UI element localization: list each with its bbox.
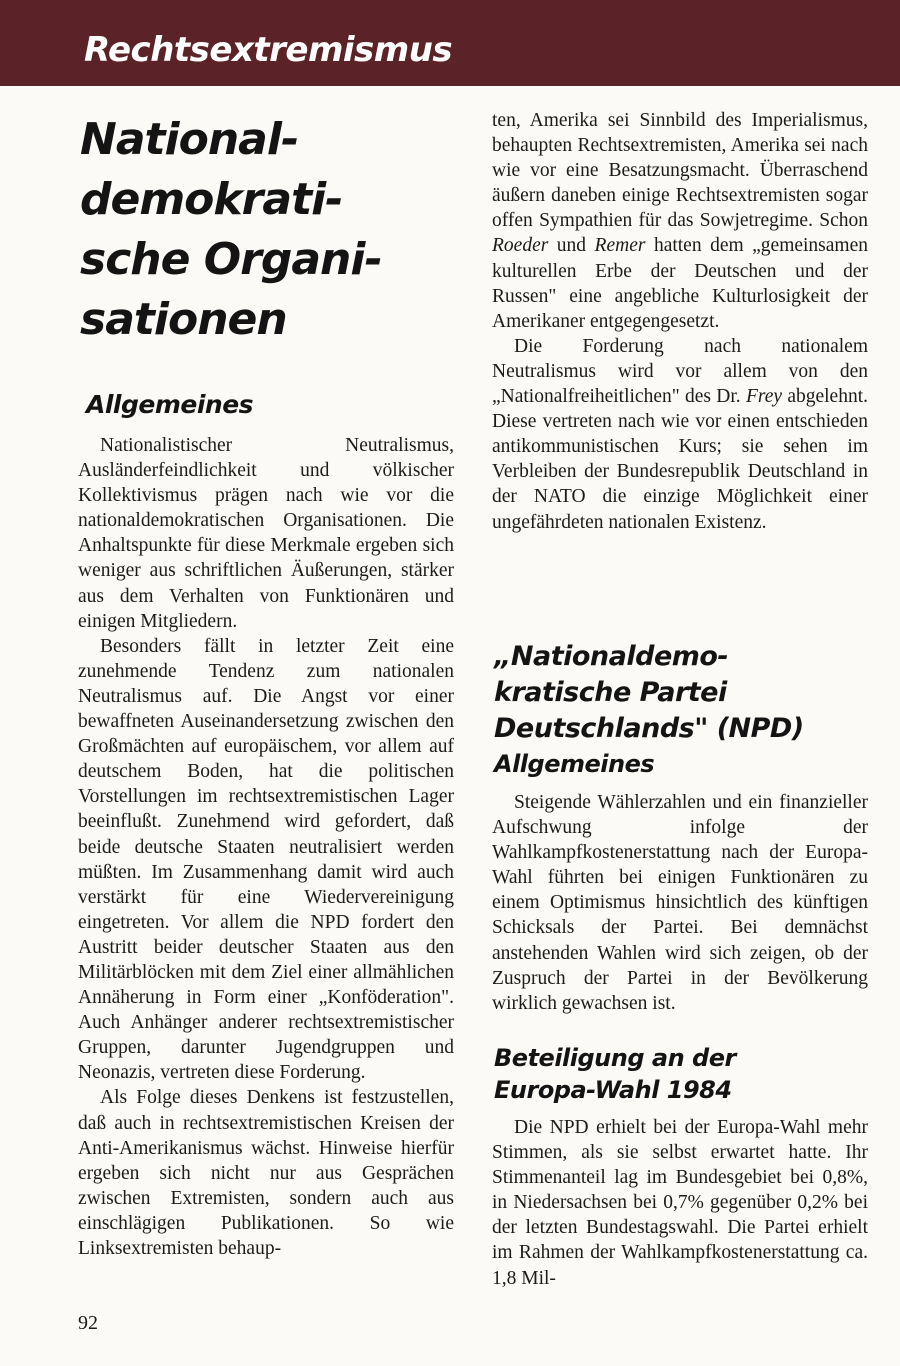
paragraph: Nationalistischer Neutralismus, Ausländerfeindlichkeit und völkischer Kollektivismus prägen nach wie vor die nationaldemokratischen Organisationen. Die Anhaltspunkte für diese Merkmale ergeben sich weniger aus schriftlichen Äußerungen, stärker aus dem Verhalten von Funktionären und einigen Mitgliedern.: [78, 435, 454, 632]
npd-body-text: [492, 790, 868, 1016]
paragraph: Besonders fällt in letzter Zeit eine zunehmende Tendenz zum nationalen Neutralismus auf. Die Angst vor einer bewaffneten Auseinandersetzung zwischen den Großmächten auf europäischem, vor allem auf deutschem Boden, hat die politischen Vorstellungen im rechtsextremistischen Lager beeinflußt. Zunehmend wird gefordert, daß beide deutsche Staaten neutralisiert werden müßten. Im Zusammenhang damit wird auch verstärkt für eine Wiedervereinigung eingetreten. Vor allem die NPD fordert den Austritt beider deutscher Staaten aus den Militärblöcken mit dem Ziel einer allmählichen Annäherung in Form einer „Konföderation". Auch Anhänger anderer rechtsextremistischer Gruppen, darunter Jugendgruppen und Neonazis, vertreten diese Forderung.: [78, 635, 454, 1084]
npd-heading-line: „Nationaldemo-: [494, 641, 729, 672]
paragraph-continuation: [492, 108, 868, 334]
person-name: Frey: [745, 386, 783, 408]
npd-heading-line: Deutschlands" (NPD): [494, 713, 804, 744]
npd-heading: [494, 639, 804, 747]
text-run: und: [548, 235, 595, 257]
article-title-line: demokrati-: [80, 174, 343, 225]
article-title: [80, 110, 460, 350]
section-title: Rechtsextremismus: [84, 30, 453, 70]
page-number: 92: [78, 1312, 98, 1334]
person-name: Remer: [594, 235, 646, 257]
text-run: hatten dem „gemeinsamen kulturellen Erbe der Deutschen und der Russen" eine angebliche Kulturlosigkeit der Amerikaner entgegengesetzt.: [492, 235, 869, 332]
article-title-line: National-: [80, 114, 299, 165]
article-title-line: sche Organi-: [80, 234, 382, 285]
paragraph: Die NPD erhielt bei der Europa-Wahl mehr Stimmen, als sie selbst erwartet hatte. Ihr Stimmenanteil lag im Bundesgebiet bei 0,8%, in Niedersachsen bei 0,7% gegenüber 0,2% bei der letzten Bundestagswahl. Die Partei erhielt im Rahmen der Wahlkampfkostenerstattung ca. 1,8 Mil-: [492, 1117, 868, 1289]
article-title-line: sationen: [80, 294, 287, 345]
europa-heading-line: Beteiligung an der: [494, 1044, 736, 1072]
person-name: Roeder: [492, 235, 549, 257]
text-run: Die Forderung nach nationalem Neutralismus wird vor allem von den „Nationalfreiheitlichen" des Dr.: [492, 335, 868, 408]
left-body-text: [78, 433, 454, 1261]
paragraph: Als Folge dieses Denkens ist festzustellen, daß auch in rechtsextremistischen Kreisen der Anti-Amerikanismus wächst. Hinweise hierfür ergeben sich nicht nur aus Gesprächen zwischen Extremisten, sondern auch aus einschlägigen Publikationen. So wie Linksextremisten behaup-: [78, 1087, 454, 1259]
text-run: abgelehnt. Diese vertreten nach wie vor einen entschieden antikommunistischen Kurs; sie sehen im Verbleiben der Bundesrepublik Deutschland in der NATO die einzige Möglichkeit einer ungefährdeten nationalen Existenz.: [492, 386, 868, 533]
europa-heading-line: Europa-Wahl 1984: [494, 1076, 732, 1104]
paragraph: Steigende Wählerzahlen und ein finanzieller Aufschwung infolge der Wahlkampfkostenerstattung nach der Europa-Wahl führten bei einigen Funktionären zu einem Optimismus hinsichtlich des künftigen Schicksals der Partei. Bei demnächst anstehenden Wahlen wird sich zeigen, ob der Zuspruch der Partei in der Bevölkerung wirklich gewachsen ist.: [492, 792, 868, 1014]
npd-heading-line: kratische Partei: [494, 677, 727, 708]
paragraph: [492, 334, 868, 535]
europa-body-text: [492, 1115, 868, 1291]
text-run: ten, Amerika sei Sinnbild des Imperialismus, behaupten Rechtsextremisten, Amerika sei nach wie vor eine Besatzungsmacht. Überraschend äußern daneben einige Rechtsextremisten sogar offen Sympathien für das Sowjetregime. Schon: [492, 110, 868, 232]
npd-subheading-allgemeines: Allgemeines: [494, 750, 655, 778]
europa-wahl-heading: [494, 1042, 736, 1106]
right-body-text-top: [492, 108, 868, 535]
section-heading-allgemeines: Allgemeines: [86, 390, 254, 419]
